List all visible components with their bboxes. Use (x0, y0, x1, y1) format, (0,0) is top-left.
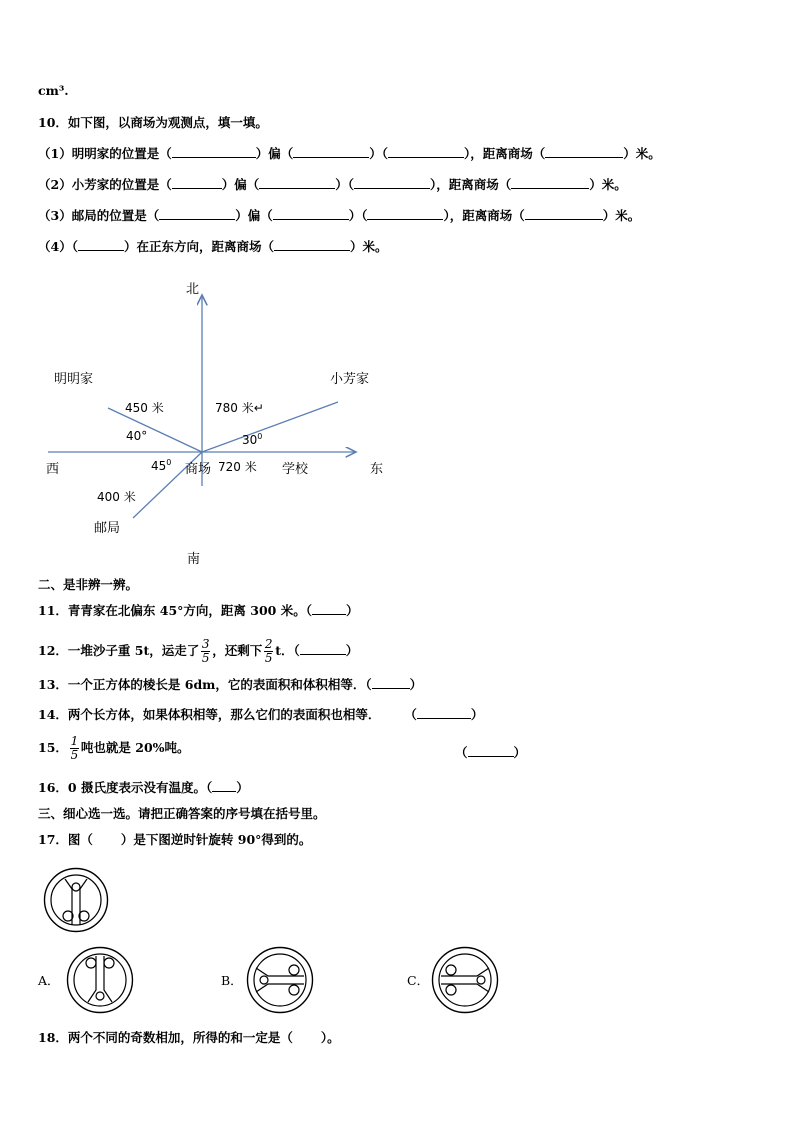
option-a-figure[interactable] (66, 946, 134, 1014)
option-c-label[interactable]: C． (407, 973, 430, 988)
answer-blank[interactable] (300, 642, 346, 655)
section-2-heading: 二、是非辨一辨。 (38, 577, 139, 592)
section-3-heading: 三、细心选一选。请把正确答案的序号填在括号里。 (38, 806, 326, 821)
top-unit: cm³. (38, 83, 69, 98)
q10-item-4: （4）（ ）在正东方向，距离商场（ ）米。 (38, 239, 388, 254)
angle-45-label: $45^0$ (151, 458, 172, 473)
school-label: 学校 (282, 462, 309, 477)
angle-40-label: 40° (126, 429, 148, 443)
distance-400-label: 400 米 (97, 490, 136, 504)
q15: 15． $\frac{1}{5}$ 吨也就是 20%吨。 (38, 734, 190, 762)
q15-answer: （ ） (455, 745, 527, 760)
q10-item-2: （2）小芳家的位置是（ ）偏（ ）（ ），距离商场（ ）米。 (38, 177, 627, 192)
option-a-label[interactable]: A． (38, 973, 60, 988)
south-label: 南 (187, 552, 201, 567)
xiaofang-home-label: 小芳家 (330, 372, 370, 387)
q11: 11．青青家在北偏东 45°方向，距离 300 米。（ ） (38, 603, 359, 618)
mingming-home-label: 明明家 (54, 372, 94, 387)
option-c-figure[interactable] (431, 946, 499, 1014)
answer-blank[interactable] (212, 779, 236, 792)
fraction-3-5: $\frac{3}{5}$ (201, 637, 210, 665)
answer-blank[interactable] (372, 676, 410, 689)
distance-450-label: 450 米 (125, 401, 164, 415)
option-b-figure[interactable] (246, 946, 314, 1014)
east-label: 东 (370, 462, 384, 477)
q18: 18．两个不同的奇数相加，所得的和一定是（ ）。 (38, 1030, 340, 1045)
q10-item-1: （1）明明家的位置是（ ）偏（ ）（ ），距离商场（ ）米。 (38, 146, 661, 161)
west-label: 西 (46, 462, 60, 477)
fraction-1-5: $\frac{1}{5}$ (70, 734, 79, 762)
fraction-2-5: $\frac{2}{5}$ (264, 637, 273, 665)
option-b-label[interactable]: B． (221, 973, 243, 988)
mall-label: 商场 (185, 462, 212, 477)
q17: 17．图（ ）是下图逆时针旋转 90°得到的。 (38, 832, 312, 847)
q16: 16．0 摄氏度表示没有温度。（ ） (38, 780, 249, 795)
post-office-label: 邮局 (94, 521, 121, 536)
distance-720-label: 720 米 (218, 460, 257, 474)
distance-780-label: 780 米↵ (215, 401, 264, 415)
answer-blank[interactable] (312, 602, 346, 615)
north-label: 北 (186, 282, 200, 297)
q10-item-3: （3）邮局的位置是（ ）偏（ ）（ ），距离商场（ ）米。 (38, 208, 641, 223)
angle-30-label: $30^0$ (242, 432, 263, 447)
answer-blank[interactable] (417, 706, 471, 719)
q12: 12．一堆沙子重 5t，运走了 $\frac{3}{5}$ ，还剩下 $\frac{2}{5}$ t．（ ） (38, 637, 359, 665)
q10-title: 10．如下图，以商场为观测点，填一填。 (38, 115, 268, 130)
q17-original-figure (43, 867, 109, 933)
answer-blank[interactable] (468, 744, 514, 757)
q14: 14．两个长方体，如果体积相等，那么它们的表面积也相等． （ ） (38, 707, 484, 722)
q13: 13．一个正方体的棱长是 6dm，它的表面积和体积相等．（ ） (38, 677, 423, 692)
